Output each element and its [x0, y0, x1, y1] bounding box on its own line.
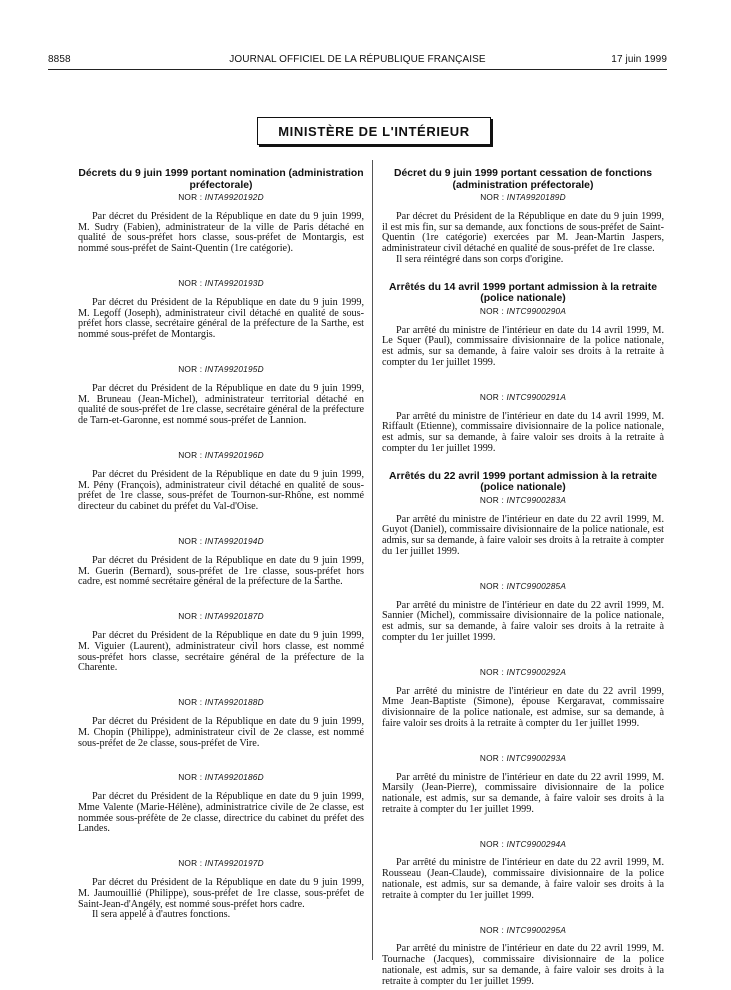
order-paragraph: Par arrêté du ministre de l'intérieur en date du 22 avril 1999, M. Guyot (Daniel), commissaire divisionnaire de la police nationale, est admis, sur sa demande, à faire valoir ses droits à la retraite à compter du 1er juillet 1999. — [382, 513, 664, 557]
order-paragraph: Par arrêté du ministre de l'intérieur en date du 22 avril 1999, Mme Jean-Baptiste (Simone), épouse Kergaravat, commissaire divisionnaire de la police nationale, est admise, sur sa demande, à faire valoir ses droits à la retraite à compter du 1er juillet 1999. — [382, 685, 664, 729]
nor-reference: NOR : INTA9920194D — [178, 535, 264, 546]
order-paragraph: Par arrêté du ministre de l'intérieur en date du 14 avril 1999, M. Le Squer (Paul), commissaire divisionnaire de la police nationale, est admis, sur sa demande, à faire valoir ses droits à la retraite à compter du 1er juillet 1999. — [382, 324, 664, 368]
decree-paragraph: Par décret du Président de la République en date du 9 juin 1999, M. Chopin (Philippe), administrateur civil de 2e classe, est nommé sous-préfet de 2e classe, sous-préfet de Vire. — [78, 715, 364, 749]
section-title: Décrets du 9 juin 1999 portant nomination (administration préfectorale) — [78, 168, 364, 191]
nor-reference: NOR : INTC9900283A — [479, 494, 567, 505]
nor-reference: NOR : INTA9920197D — [178, 858, 264, 869]
decree-note: Il sera réintégré dans son corps d'origine. — [396, 253, 564, 265]
nor-reference: NOR : INTC9900295A — [479, 924, 567, 935]
nor-reference: NOR : INTA9920193D — [178, 277, 264, 288]
nor-reference: NOR : INTA9920186D — [178, 772, 264, 783]
nor-reference: NOR : INTA9920187D — [178, 611, 264, 622]
order-paragraph: Par arrêté du ministre de l'intérieur en date du 22 avril 1999, M. Tournache (Jacques), commissaire divisionnaire de la police nationale, est admis, sur sa demande, à faire valoir ses droits à la retraite à compter du 1er juillet 1999. — [382, 943, 664, 987]
order-paragraph: Par arrêté du ministre de l'intérieur en date du 22 avril 1999, M. Sannier (Michel), commissaire divisionnaire de la police nationale, est admis, sur sa demande, à faire valoir ses droits à la retraite à compter du 1er juillet 1999. — [382, 599, 664, 643]
nor-reference: NOR : INTA9920192D — [178, 192, 264, 202]
nor-reference: NOR : INTA9920196D — [178, 449, 264, 460]
decree-paragraph: Par décret du Président de la République en date du 9 juin 1999, il est mis fin, sur sa demande, aux fonctions de sous-préfet de Saint-Quentin (1re catégorie) exercées par M. Jean-Martin Jaspers, administrateur civil détaché en qualité de sous-préfet de 1re classe. — [382, 210, 664, 255]
nor-reference: NOR : INTC9900294A — [479, 838, 567, 849]
decree-paragraph: Par décret du Président de la République en date du 9 juin 1999, M. Pény (François), administrateur civil détaché en qualité de sous-préfet de 1re classe, sous-préfet de Tournon-sur-Rhône, est nommé directeur du cabinet du préfet du Val-d'Oise. — [78, 468, 364, 513]
nor-reference: NOR : INTC9900285A — [479, 580, 567, 591]
nor-reference: NOR : INTC9900290A — [479, 305, 567, 316]
nor-reference: NOR : INTA9920188D — [178, 697, 264, 708]
header-rule — [48, 69, 667, 70]
decree-paragraph: Par décret du Président de la République en date du 9 juin 1999, M. Bruneau (Jean-Michel), administrateur territorial détaché en qualité de sous-préfet de 1re classe, secrétaire général de la préfecture de Tarn-et-Garonne, est nommé sous-préfet de Lannion. — [78, 382, 364, 427]
decree-note: Il sera appelé à d'autres fonctions. — [92, 909, 231, 921]
decree-paragraph: Par décret du Président de la République en date du 9 juin 1999, M. Jaumouillié (Philippe), sous-préfet de 1re classe, sous-préfet de Saint-Jean-d'Angély, est nommé sous-préfet hors cadre. — [78, 877, 364, 910]
decree-paragraph: Par décret du Président de la République en date du 9 juin 1999, M. Legoff (Joseph), administrateur civil détaché en qualité de sous-préfet hors classe, secrétaire général de la préfecture de la Sarthe, est nommé sous-préfet de Montargis. — [78, 296, 364, 341]
order-paragraph: Par arrêté du ministre de l'intérieur en date du 14 avril 1999, M. Riffault (Etienne), commissaire divisionnaire de la police nationale, est admis, sur sa demande, à faire valoir ses droits à la retraite à compter du 1er juillet 1999. — [382, 410, 664, 454]
decree-paragraph: Par décret du Président de la République en date du 9 juin 1999, Mme Valente (Marie-Hélène), administratrice civile de 2e classe, est nommée sous-préfète de 2e classe, directrice du cabinet du préfet des Landes. — [78, 791, 364, 835]
order-paragraph: Par arrêté du ministre de l'intérieur en date du 22 avril 1999, M. Rousseau (Jean-Claude), commissaire divisionnaire de la police nationale, est admis, sur sa demande, à faire valoir ses droits à la retraite à compter du 1er juillet 1999. — [382, 857, 664, 901]
issue-date: 17 juin 1999 — [611, 54, 667, 65]
section-title: Arrêtés du 14 avril 1999 portant admission à la retraite (police nationale) — [389, 281, 657, 305]
page-header — [48, 54, 667, 70]
nor-reference: NOR : INTC9900291A — [479, 391, 567, 402]
nor-reference: NOR : INTA9920195D — [178, 363, 264, 374]
right-column — [382, 168, 664, 988]
page-number: 8858 — [48, 54, 71, 65]
ministry-heading: MINISTÈRE DE L'INTÉRIEUR — [257, 117, 491, 145]
decree-paragraph: Par décret du Président de la République en date du 9 juin 1999, M. Guerin (Bernard), sous-préfet de 1re classe, sous-préfet hors cadre, est nommé secrétaire général de la préfecture de la Sarthe. — [78, 554, 364, 588]
section-title: Arrêtés du 22 avril 1999 portant admission à la retraite (police nationale) — [389, 470, 657, 494]
left-column — [78, 168, 364, 921]
section-title: Décret du 9 juin 1999 portant cessation de fonctions (administration préfectorale) — [393, 168, 653, 191]
nor-reference: NOR : INTA9920189D — [480, 192, 566, 202]
decree-paragraph: Par décret du Président de la République en date du 9 juin 1999, M. Viguier (Laurent), administrateur civil hors classe, est nommé sous-préfet hors classe, secrétaire général de la préfecture de la Charente. — [78, 629, 364, 674]
column-divider — [372, 160, 373, 960]
nor-reference: NOR : INTC9900292A — [479, 666, 567, 677]
order-paragraph: Par arrêté du ministre de l'intérieur en date du 22 avril 1999, M. Marsily (Jean-Pierre), commissaire divisionnaire de la police nationale, est admis, sur sa demande, à faire valoir ses droits à la retraite à compter du 1er juillet 1999. — [382, 771, 664, 815]
journal-title: JOURNAL OFFICIEL DE LA RÉPUBLIQUE FRANÇAISE — [229, 54, 486, 65]
decree-paragraph: Par décret du Président de la République en date du 9 juin 1999, M. Sudry (Fabien), administrateur de la ville de Paris détaché en qualité de sous-préfet hors classe, sous-préfet de Montargis, est nommé sous-préfet de Saint-Quentin (1re catégorie). — [78, 210, 364, 255]
nor-reference: NOR : INTC9900293A — [479, 752, 567, 763]
